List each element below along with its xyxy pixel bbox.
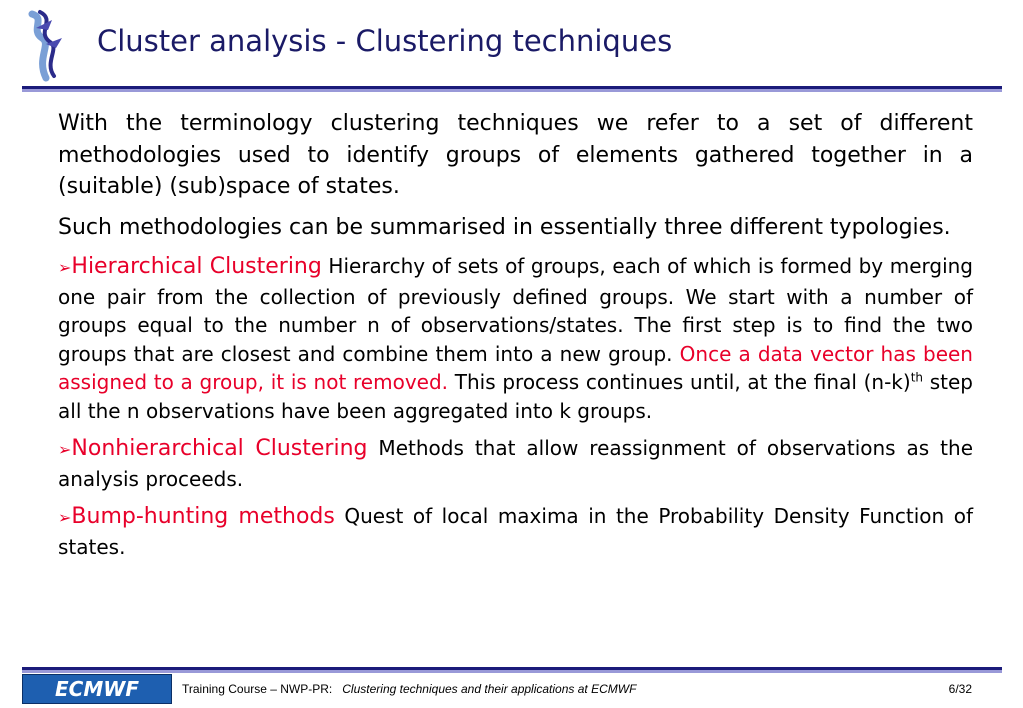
bullet-heading: Bump-hunting methods [71, 504, 335, 529]
bullet-text: Quest of local maxima in the Probability Density Function of states. [58, 504, 973, 559]
bullet-text: This process continues until, at the final (n-k) [448, 370, 911, 394]
bullet-hierarchical [58, 252, 973, 425]
bullet-nonhierarchical [58, 434, 973, 493]
page-number: 6/32 [948, 682, 972, 696]
ecmwf-swirl-logo-icon [22, 8, 72, 82]
bullet-highlight: Once a data vector has been assigned to a group, it is not removed. [58, 341, 973, 394]
footer-subtitle: Clustering techniques and their applications at ECMWF [342, 682, 637, 696]
bullet-text: step all the n observations have been aggregated into k groups. [58, 370, 973, 423]
bullet-text: Hierarchy of sets of groups, each of which is formed by merging one pair from the collection of previously defined groups. We start with a number of groups equal to the number n of observations/states. The first step is to find the two groups that are closest and combine them into a new group. [58, 254, 973, 366]
arrow-bullet-icon: ➢ [58, 440, 72, 459]
footer-divider-light [22, 670, 1002, 673]
footer-course: Training Course – NWP-PR: [182, 682, 333, 696]
header-divider-light [22, 89, 1002, 92]
slide-footer [22, 667, 1002, 705]
arrow-bullet-icon: ➢ [58, 258, 72, 277]
page-title: Cluster analysis - Clustering techniques [97, 24, 673, 58]
footer-caption [182, 682, 636, 696]
bullet-bump-hunting [58, 502, 973, 561]
intro-paragraph-2: Such methodologies can be summarised in essentially three different typologies. [58, 214, 951, 240]
slide-body [58, 108, 973, 570]
intro-paragraph-1: With the terminology clustering techniques we refer to a set of different methodologies used to identify groups of elements gathered together in a (suitable) (sub)space of states. [58, 111, 973, 199]
ecmwf-logo [22, 674, 172, 704]
ecmwf-logo-text: ECMWF [55, 677, 139, 701]
superscript: th [910, 370, 923, 385]
bullet-text: Methods that allow reassignment of observations as the analysis proceeds. [58, 436, 973, 491]
bullet-heading: Hierarchical Clustering [71, 254, 322, 279]
arrow-bullet-icon: ➢ [58, 508, 72, 527]
bullet-heading: Nonhierarchical Clustering [71, 436, 368, 461]
